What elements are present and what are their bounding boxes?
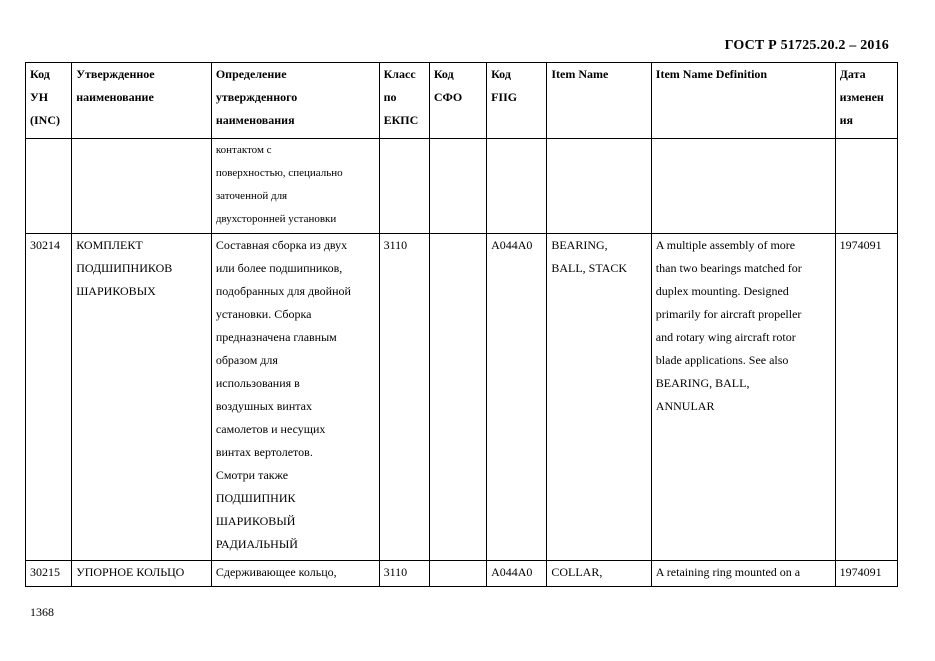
cell-code — [26, 139, 72, 234]
cell-name: УПОРНОЕ КОЛЬЦО — [72, 561, 212, 587]
cell-definition: Составная сборка из двух или более подшипников, подобранных для двойной установки. Сборка предназначена главным образом для использования в воздушных винтах самолетов и несущих винтах вертолетов. Смотри также ПОДШИПНИК ШАРИКОВЫЙ РАДИАЛЬНЫЙ — [211, 234, 379, 561]
cell-item-name — [547, 139, 651, 234]
standards-table — [25, 62, 898, 587]
cell-class: 3110 — [379, 234, 429, 561]
col-header-class: Класс по ЕКПС — [379, 63, 429, 139]
table-row — [26, 234, 898, 561]
cell-class — [379, 139, 429, 234]
cell-sfo — [429, 561, 486, 587]
cell-name — [72, 139, 212, 234]
cell-item-name: COLLAR, — [547, 561, 651, 587]
table-row — [26, 561, 898, 587]
col-header-approved-name: Утвержденное наименование — [72, 63, 212, 139]
cell-name: КОМПЛЕКТ ПОДШИПНИКОВ ШАРИКОВЫХ — [72, 234, 212, 561]
col-header-sfo: Код СФО — [429, 63, 486, 139]
cell-item-name: BEARING, BALL, STACK — [547, 234, 651, 561]
page-number: 1368 — [30, 605, 54, 619]
cell-class: 3110 — [379, 561, 429, 587]
col-header-item-name-definition: Item Name Definition — [651, 63, 835, 139]
col-header-code-un: Код УН (INC) — [26, 63, 72, 139]
cell-item-definition: A retaining ring mounted on a — [651, 561, 835, 587]
cell-sfo — [429, 139, 486, 234]
cell-fiig: A044A0 — [487, 561, 547, 587]
cell-date: 1974091 — [835, 234, 897, 561]
col-header-item-name: Item Name — [547, 63, 651, 139]
col-header-definition: Определение утвержденного наименования — [211, 63, 379, 139]
cell-fiig: A044A0 — [487, 234, 547, 561]
col-header-fiig: Код FIIG — [487, 63, 547, 139]
cell-item-definition: A multiple assembly of more than two bearings matched for duplex mounting. Designed primarily for aircraft propeller and rotary wing aircraft rotor blade applications. See also BEARING, BALL, ANNULAR — [651, 234, 835, 561]
cell-sfo — [429, 234, 486, 561]
cell-code: 30214 — [26, 234, 72, 561]
cell-date — [835, 139, 897, 234]
cell-definition: контактом с поверхностью, специально заточенной для двухсторонней установки — [211, 139, 379, 234]
col-header-change-date: Дата изменен ия — [835, 63, 897, 139]
document-title: ГОСТ Р 51725.20.2 – 2016 — [724, 38, 889, 53]
cell-date: 1974091 — [835, 561, 897, 587]
table-row-continuation — [26, 139, 898, 234]
cell-item-definition — [651, 139, 835, 234]
table-header-row — [26, 63, 898, 139]
cell-code: 30215 — [26, 561, 72, 587]
cell-definition: Сдерживающее кольцо, — [211, 561, 379, 587]
cell-fiig — [487, 139, 547, 234]
